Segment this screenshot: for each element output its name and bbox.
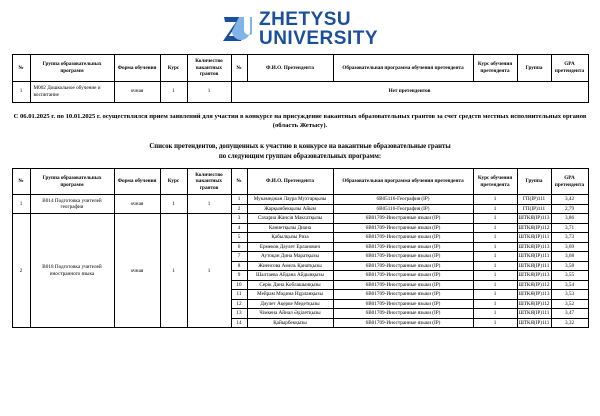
cell-cand-group: ШТКЯ(IP)113 [518,291,550,298]
col-program: Образовательная программа обучения претендента [333,168,473,195]
cell-cand-fio: Ермеков Дәулет Ерланович [247,242,333,252]
cell-cand-program: 6B05116-География (IP) [333,195,473,205]
cell-cand-program: 6B01709-Иностранные языки (IP) [333,280,473,290]
cell-cand-no: 14 [231,318,247,328]
col-course: Курс [160,168,187,195]
col-kurs: Курс обучения претендента [473,55,517,82]
list-title-line-2: по следующим группам образовательных программ: [218,152,382,160]
table-no-candidates [12,54,589,103]
cell-cand-gpa: 3,68 [551,252,588,262]
col-no2: № [231,55,247,82]
cell-cand-kurs: 1 [473,242,517,252]
cell-cand-gpa: 3,86 [551,214,588,224]
cell-cand-program: 6B01709-Иностранные языки (IP) [333,242,473,252]
cell-cand-group: ШТКЯ(IP)112 [518,224,550,231]
col-no2: № [231,168,247,195]
cell-cand-kurs: 1 [473,309,517,319]
logo-line-1: ZHETYSU [258,9,352,30]
cell-cand-no: 9 [231,271,247,281]
col-kurs: Курс обучения претендента [473,168,517,195]
cell-cand-group: ШТКЯ(IP)111 [518,319,550,326]
cell-cand-kurs: 1 [473,299,517,309]
cell-cand-gpa: 3,47 [551,309,588,319]
cell-cand-program: 6B01709-Иностранные языки (IP) [333,214,473,224]
cell-cand-fio: Дәулет Ақерке Медетқызы [247,299,333,309]
col-no: № [12,55,30,82]
cell-cand-group: ШТКЯ(IP)111 [518,234,550,241]
cell-cand-fio: Сахариа Жансія Максатқызы [247,214,333,224]
cell-cand-fio: Каниетқызы Диана [247,223,333,233]
cell-cand-kurs: 1 [473,252,517,262]
cell-cand-program: 6B01709-Иностранные языки (IP) [333,252,473,262]
list-title-line-1: Список претендентов, допущенных к участию в конкурсе на вакантные образовательные гранты [149,142,451,150]
cell-empty-note: Нет претендентов [231,81,588,102]
cell-cand-no: 3 [231,214,247,224]
cell-cand-no: 10 [231,280,247,290]
cell-cand-no: 13 [231,309,247,319]
cell-cand-program: 6B01709-Иностранные языки (IP) [333,223,473,233]
table-header-row [12,168,588,195]
cell-group-course: 1 [160,214,187,328]
cell-cand-group: ШТКЯ(IP)113 [518,243,550,250]
cell-cand-gpa: 3,69 [551,242,588,252]
cell-cand-fio: Жиенсова Амель Қанатқызы [247,261,333,271]
cell-cand-gpa: 3,53 [551,290,588,300]
cell-group-quota: 1 [187,214,231,328]
col-no: № [12,168,30,195]
cell-course: 1 [160,81,187,102]
cell-cand-no: 6 [231,242,247,252]
col-gpa: GPA претендента [551,168,588,195]
cell-cand-gpa: 3,73 [551,233,588,243]
cell-cand-program: 6B01709-Иностранные языки (IP) [333,233,473,243]
cell-group-no: 1 [12,195,30,214]
cell-cand-gpa: 3,55 [551,271,588,281]
cell-cand-kurs: 1 [473,318,517,328]
cell-cand-group: ШТКЯ(IP)112 [518,281,550,288]
cell-cand-program: 6B01709-Иностранные языки (IP) [333,290,473,300]
cell-cand-kurs: 1 [473,271,517,281]
cell-cand-fio: Аутоқан Дина Маратқызы [247,252,333,262]
cell-cand-kurs: 1 [473,214,517,224]
cell-cand-fio: Чімкена Айнал Әділетқызы [247,309,333,319]
cell-cand-kurs: 1 [473,290,517,300]
cell-cand-program: 6B01709-Иностранные языки (IP) [333,261,473,271]
cell-cand-gpa: 3,58 [551,261,588,271]
cell-cand-program: 6B01709-Иностранные языки (IP) [333,299,473,309]
cell-group-no: 2 [12,214,30,328]
col-group: Группа образовательных программ [30,55,114,82]
cell-cand-gpa: 3,54 [551,280,588,290]
cell-group-form: очная [114,214,160,328]
cell-cand-fio: Жарқынбекқызы Айым [247,204,333,214]
cell-cand-fio: Шалтаева Айдана Айдынқызы [247,271,333,281]
cell-cand-gpa: 3,52 [551,299,588,309]
cell-cand-program: 6B01709-Иностранные языки (IP) [333,309,473,319]
cell-cand-kurs: 1 [473,223,517,233]
col-fio: Ф.И.О. Претендента [247,55,333,82]
cell-cand-group: ШТКЯ(IP)112 [518,300,550,307]
table-candidates [12,168,589,329]
cell-cand-program: 6B01709-Иностранные языки (IP) [333,271,473,281]
cell-cand-no: 2 [231,204,247,214]
cell-cand-gpa: 2,79 [551,204,588,214]
cell-group-course: 1 [160,195,187,214]
cell-quota: 1 [187,81,231,102]
cell-cand-group: ШТКЯ(IP)113 [518,215,550,222]
cell-cand-program: 6B01709-Иностранные языки (IP) [333,318,473,328]
university-logo [0,0,600,54]
cell-cand-no: 1 [231,195,247,205]
cell-group-name: B018 Подготовка учителей иностранного языка [30,214,114,328]
col-group-short: Группа [517,168,551,195]
table-row [12,214,588,224]
col-program: Образовательная программа обучения претендента [333,55,473,82]
col-fio: Ф.И.О. Претендента [247,168,333,195]
cell-no: 1 [12,81,30,102]
cell-cand-kurs: 1 [473,261,517,271]
cell-cand-no: 5 [231,233,247,243]
cell-cand-fio: Қайырбекқызы [247,318,333,328]
cell-cand-no: 11 [231,290,247,300]
cell-cand-fio: Қабылқызы Ризa [247,233,333,243]
cell-cand-no: 7 [231,252,247,262]
col-form: Форма обучения [114,55,160,82]
cell-cand-group: ГП(IP)111 [517,195,551,205]
cell-cand-no: 8 [231,261,247,271]
col-quota: Количество вакантных грантов [187,55,231,82]
intro-paragraph: С 06.01.2025 г. по 10.01.2025 г. осуществлялся прием заявлений для участия в конкурсе на присуждение вакантных образовательных грантов за счет средств местных исполнительных органов (область Жетысу). [13,112,587,130]
col-group: Группа образовательных программ [30,168,114,195]
cell-cand-no: 12 [231,299,247,309]
logo-mark-icon [222,14,252,44]
col-form: Форма обучения [114,168,160,195]
cell-cand-kurs: 1 [473,280,517,290]
cell-cand-program: 6B05116-География (IP) [333,204,473,214]
cell-cand-group: ШТКЯ(IP)111 [518,262,550,269]
cell-cand-kurs: 1 [473,233,517,243]
cell-cand-group: ГП(IP)111 [517,204,551,214]
cell-cand-gpa: 3,71 [551,223,588,233]
cell-cand-gpa: 3,32 [551,318,588,328]
col-course: Курс [160,55,187,82]
cell-cand-group: ШТКЯ(IP)111 [518,253,550,260]
cell-group-form: очная [114,195,160,214]
cell-cand-kurs: 1 [473,195,517,205]
cell-cand-fio: Мукамеджан Лаура Мухтарқызы [247,195,333,205]
cell-cand-gpa: 3,42 [551,195,588,205]
logo-line-2: UNIVERSITY [258,28,379,49]
cell-cand-no: 4 [231,223,247,233]
col-quota: Количество вакантных грантов [187,168,231,195]
logo-wordmark [259,10,378,48]
table-row [12,195,588,205]
table-row [12,81,588,102]
cell-group-quota: 1 [187,195,231,214]
col-group-short: Группа [517,55,551,82]
table-header-row [12,55,588,82]
cell-cand-group: ШТКЯ(IP)111 [518,310,550,317]
cell-group: M002 Дошкольное обучение и воспитание [30,81,114,102]
cell-form: очная [114,81,160,102]
list-title [12,138,588,168]
cell-cand-kurs: 1 [473,204,517,214]
cell-group-name: B014 Подготовка учителей географии [30,195,114,214]
cell-cand-fio: Серік Дина Коблашынқызы [247,280,333,290]
cell-cand-fio: Мейрам Мәдина Нұрланқызы [247,290,333,300]
cell-cand-group: ШТКЯ(IP)113 [518,272,550,279]
col-gpa: GPA претендента [551,55,588,82]
